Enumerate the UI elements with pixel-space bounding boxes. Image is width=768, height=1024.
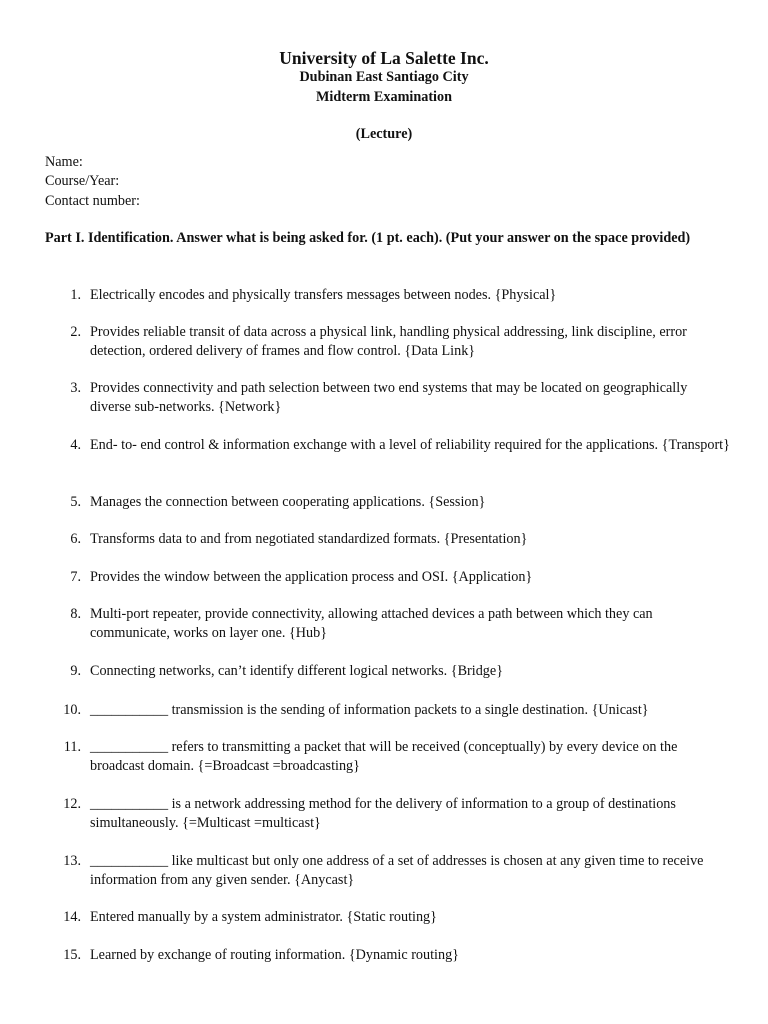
question-text: Entered manually by a system administrator. {Static routing}	[90, 909, 437, 925]
question-number: 10.	[63, 702, 81, 718]
exam-type: (Lecture)	[355, 126, 413, 142]
question-number: 3.	[70, 380, 81, 396]
question-text: Manages the connection between cooperating applications. {Session}	[90, 494, 486, 510]
question-number: 8.	[70, 606, 81, 622]
question-text: Provides reliable transit of data across a physical link, handling physical addressing, link discipline, error detection, ordered delivery of frames and flow control. {Data Link}	[90, 324, 687, 359]
course-year-label: Course/Year:	[45, 173, 120, 189]
question-number: 4.	[70, 437, 81, 453]
question-number: 12.	[63, 796, 81, 812]
question-number: 6.	[70, 531, 81, 547]
contact-number-label: Contact number:	[45, 193, 140, 209]
institution-location: Dubinan East Santiago City	[299, 69, 469, 85]
question-number: 7.	[70, 569, 81, 585]
part-one-instructions: Part I. Identification. Answer what is being asked for. (1 pt. each). (Put your answer on the space provided)	[45, 230, 691, 246]
question-number: 14.	[63, 909, 81, 925]
question-text: Electrically encodes and physically transfers messages between nodes. {Physical}	[90, 287, 557, 303]
question-number: 15.	[63, 947, 81, 963]
question-text: ___________ transmission is the sending of information packets to a single destination. {Unicast}	[90, 702, 649, 718]
question-number: 9.	[70, 663, 81, 679]
question-text: Provides connectivity and path selection between two end systems that may be located on geographically diverse sub-networks. {Network}	[90, 380, 688, 415]
question-number: 11.	[63, 739, 81, 755]
question-text: ___________ is a network addressing method for the delivery of information to a group of destinations simultaneously. {=Multicast =multicast}	[90, 796, 676, 831]
question-text: Connecting networks, can’t identify different logical networks. {Bridge}	[90, 663, 504, 679]
exam-title: Midterm Examination	[316, 89, 452, 105]
question-text: End- to- end control & information exchange with a level of reliability required for the applications. {Transport}	[90, 437, 730, 453]
question-text: ___________ refers to transmitting a packet that will be received (conceptually) by every device on the broadcast domain. {=Broadcast =broadcasting}	[90, 739, 678, 774]
question-text: Provides the window between the application process and OSI. {Application}	[90, 569, 533, 585]
question-number: 13.	[63, 853, 81, 869]
question-number: 1.	[70, 287, 81, 303]
question-text: ___________ like multicast but only one address of a set of addresses is chosen at any given time to receive information from any given sender. {Anycast}	[90, 853, 704, 888]
question-number: 5.	[70, 494, 81, 510]
name-label: Name:	[45, 154, 83, 170]
question-text: Multi-port repeater, provide connectivity, allowing attached devices a path between which they can communicate, works on layer one. {Hub}	[90, 606, 653, 641]
question-text: Learned by exchange of routing information. {Dynamic routing}	[90, 947, 459, 963]
question-number: 2.	[70, 324, 81, 340]
question-text: Transforms data to and from negotiated standardized formats. {Presentation}	[90, 531, 528, 547]
institution-title: University of La Salette Inc.	[279, 48, 489, 68]
